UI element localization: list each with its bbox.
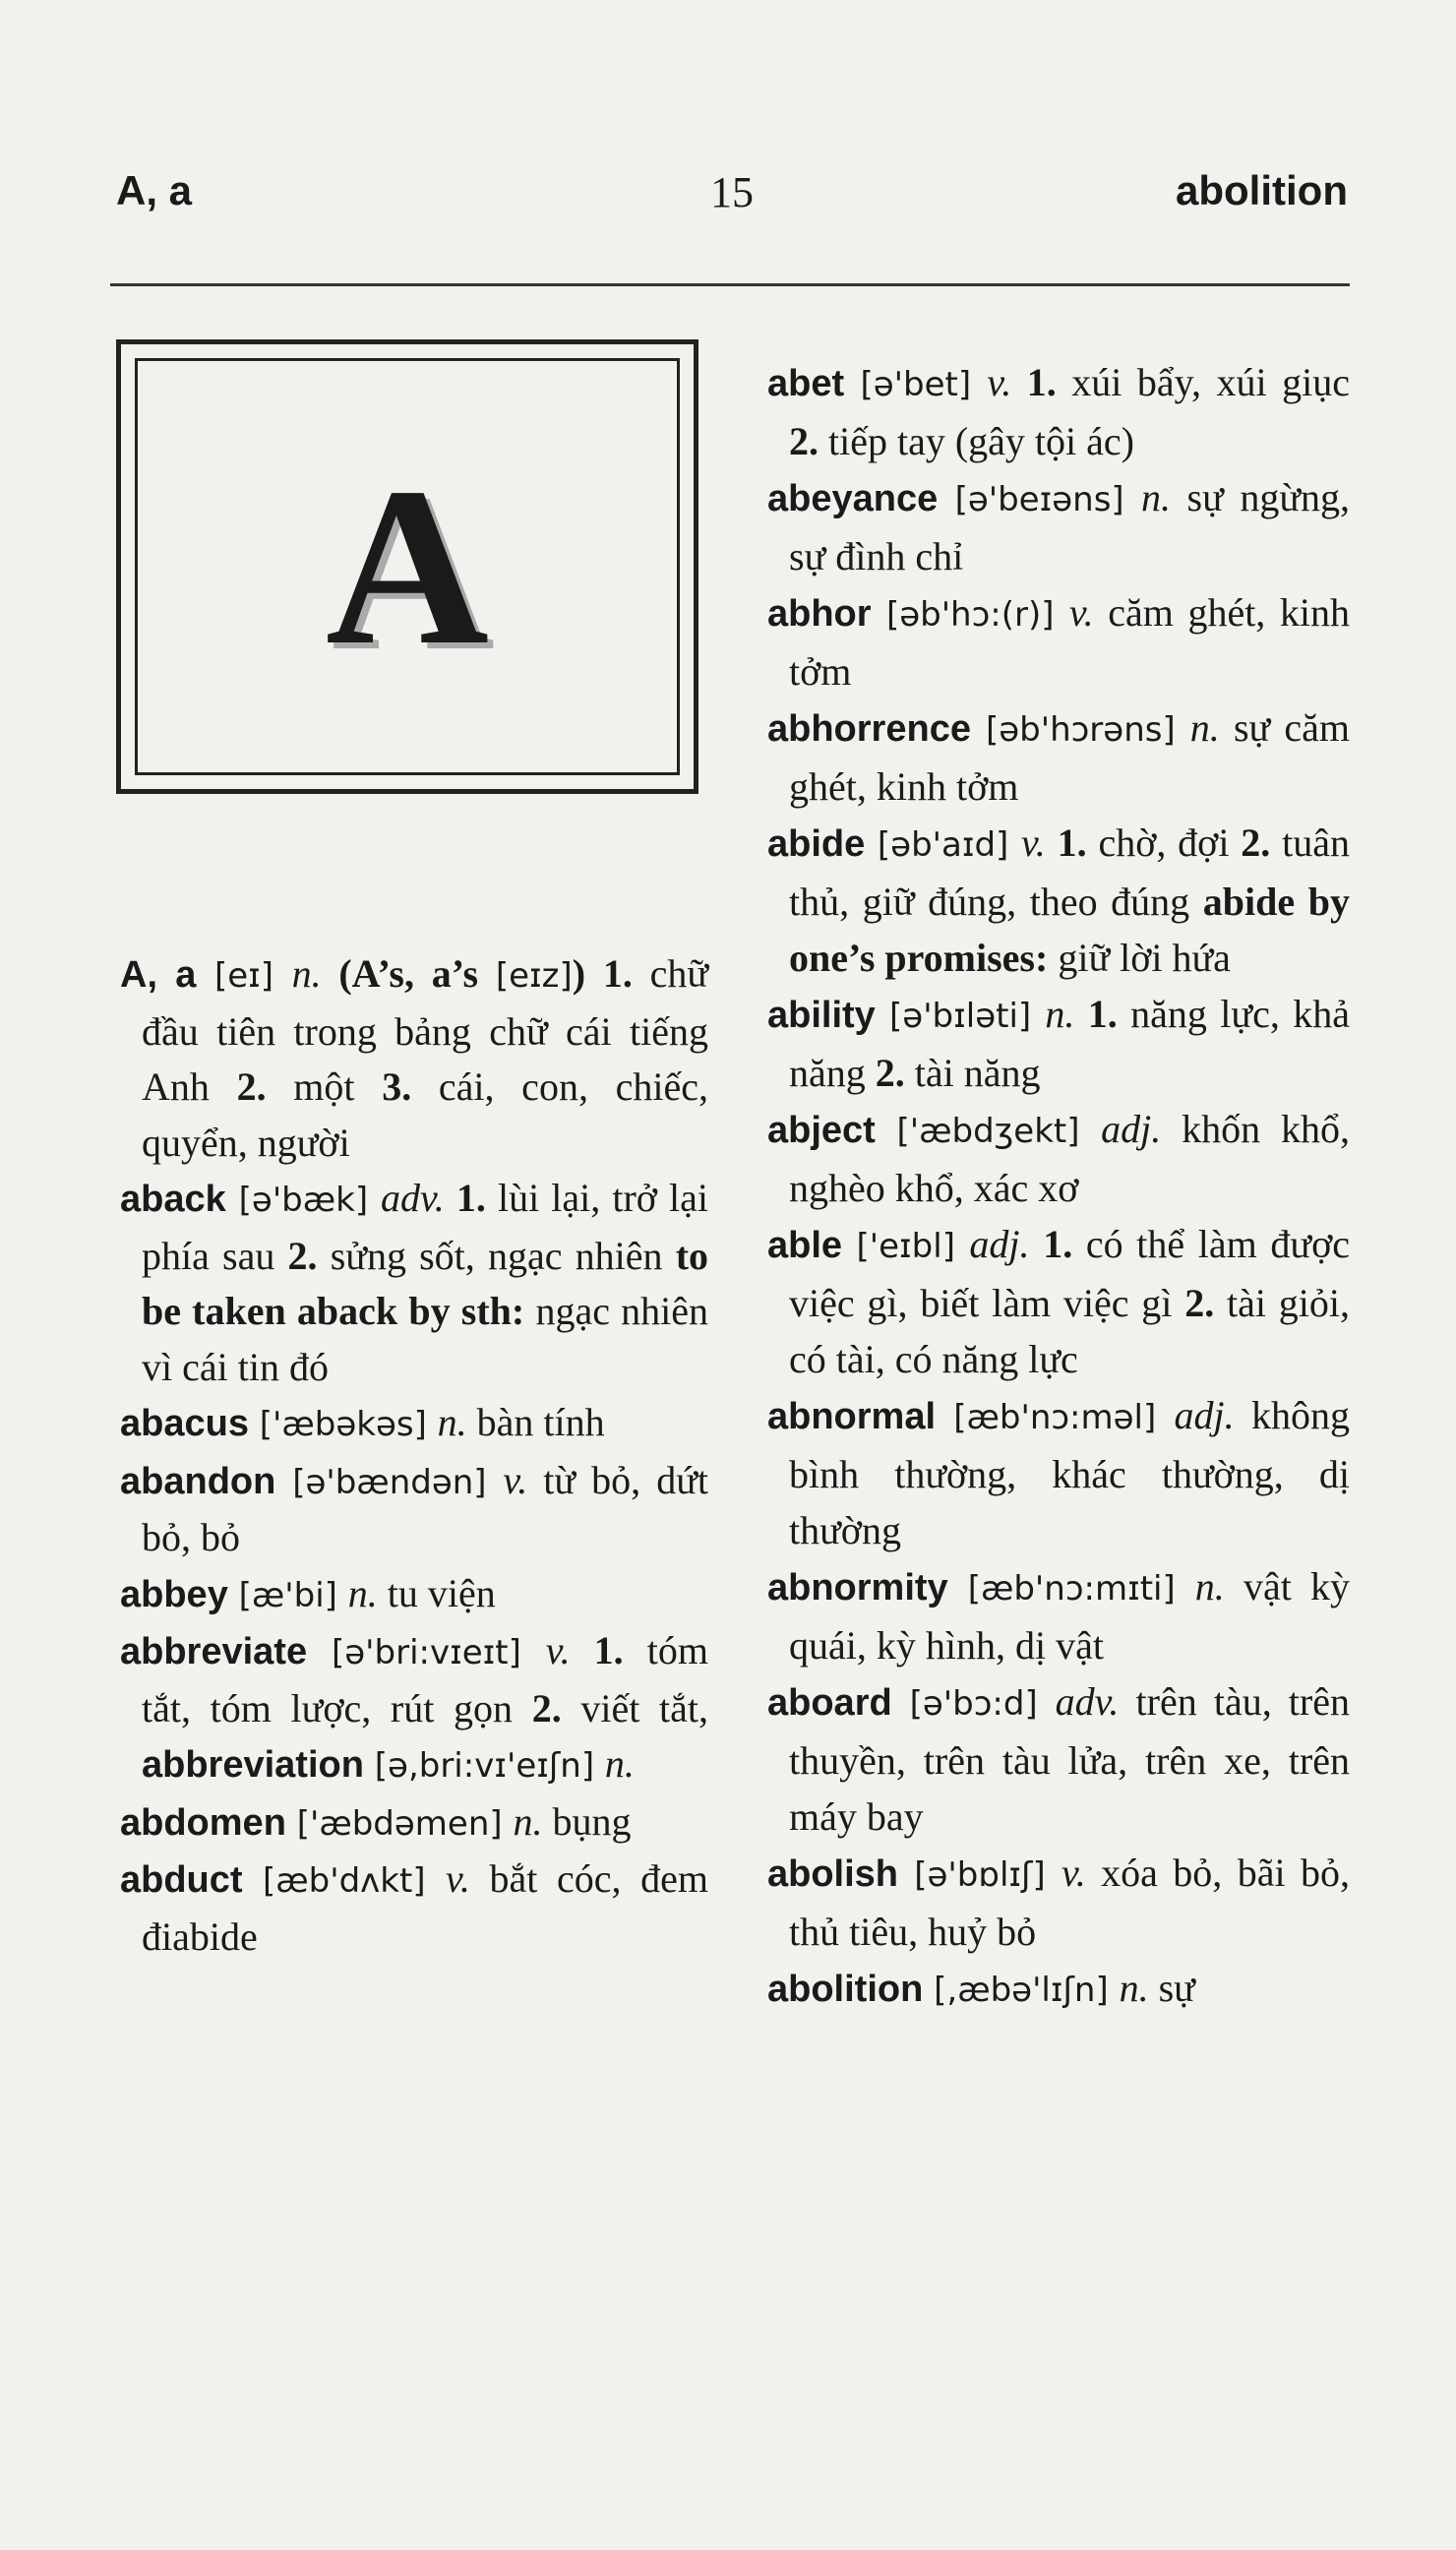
part-of-speech: adj. <box>1101 1107 1183 1151</box>
headword: abject <box>767 1110 876 1151</box>
part-of-speech: v. <box>1020 820 1058 865</box>
pronunciation: ['æbdəmen] <box>285 1803 514 1844</box>
pronunciation: ['eɪbl] <box>842 1227 970 1266</box>
definition: không bình thường, khác thường, dị thường <box>789 1393 1350 1552</box>
definition: giữ lời hứa <box>1058 936 1231 980</box>
dictionary-entry <box>767 469 1350 584</box>
headword: abduct <box>120 1859 243 1901</box>
definition: tài giỏi, có tài, có năng lực <box>789 1281 1350 1381</box>
sense-number: 2. <box>789 419 828 463</box>
headword: abeyance <box>767 478 939 519</box>
dictionary-entry <box>120 1171 708 1395</box>
definition: bụng <box>552 1798 632 1844</box>
pronunciation: ['æbəkəs] <box>248 1405 438 1444</box>
headword: abolish <box>767 1853 899 1895</box>
pronunciation: [æb'dʌkt] <box>242 1861 447 1901</box>
header-rule <box>110 283 1350 286</box>
dictionary-entry <box>120 1395 708 1453</box>
page-number: 15 <box>710 168 754 216</box>
sense-number: 2. <box>236 1064 294 1109</box>
pronunciation: [eɪ] <box>196 956 292 996</box>
dictionary-entry <box>767 1960 1350 2019</box>
pronunciation: [əb'hɔrəns] <box>970 710 1190 750</box>
part-of-speech: n. <box>437 1400 477 1444</box>
definition: sửng sốt, ngạc nhiên <box>330 1233 676 1278</box>
dictionary-entry <box>767 986 1350 1101</box>
definition: bàn tính <box>476 1400 605 1444</box>
pronunciation: [ə'bɪləti] <box>875 997 1046 1036</box>
headword: abide <box>767 823 866 865</box>
pronunciation: [ə'bri:vɪeɪt] <box>307 1633 546 1672</box>
example-phrase: (A’s, a’s <box>338 951 496 996</box>
pronunciation: [ə'bæk] <box>225 1181 381 1220</box>
definition: lùi lại, trở lại phía sau <box>142 1176 708 1278</box>
definition: năng lực, khả năng <box>789 992 1350 1095</box>
sense-number: 1. <box>602 951 650 996</box>
dictionary-entry <box>120 946 708 1171</box>
right-column <box>767 354 1350 2019</box>
headword: abhor <box>767 593 872 635</box>
pronunciation: [ə'bet] <box>844 365 988 404</box>
pronunciation: [əb'aɪd] <box>865 825 1021 865</box>
part-of-speech: adv. <box>1055 1679 1136 1724</box>
sense-number: 1. <box>1026 360 1072 404</box>
dictionary-entry <box>767 699 1350 815</box>
definition: bắt cóc, đem điabide <box>142 1856 708 1959</box>
pronunciation: [ə'bɔ:d] <box>891 1684 1056 1724</box>
definition: tài năng <box>914 1051 1041 1095</box>
headword: abdomen <box>120 1801 286 1844</box>
definition: từ bỏ, dứt bỏ, bỏ <box>142 1457 708 1559</box>
part-of-speech: n. <box>291 951 339 996</box>
pronunciation: [ə,bri:vɪ'eɪʃn] <box>363 1746 605 1786</box>
definition: chữ đầu tiên trong bảng chữ cái tiếng Anh <box>142 951 709 1109</box>
headword: able <box>767 1225 843 1266</box>
part-of-speech: v. <box>987 360 1027 404</box>
part-of-speech: v. <box>503 1457 544 1502</box>
pronunciation: [əb'hɔ:(r)] <box>871 595 1069 635</box>
part-of-speech: adj. <box>1174 1393 1251 1437</box>
headword: A, a <box>120 954 197 996</box>
dictionary-entry <box>120 1794 708 1852</box>
definition: căm ghét, kinh tởm <box>789 590 1350 694</box>
headword: aboard <box>767 1682 892 1724</box>
dictionary-entry <box>120 1852 708 1965</box>
dictionary-entry <box>767 1387 1350 1558</box>
definition: ngạc nhiên vì cái tin đó <box>142 1289 708 1389</box>
headword: abbreviation <box>142 1744 364 1786</box>
part-of-speech: n. <box>604 1741 635 1786</box>
example-phrase: ) <box>572 951 603 996</box>
pronunciation: [æ'bi] <box>227 1575 348 1615</box>
pronunciation: [ə'bɒlɪʃ] <box>898 1855 1062 1895</box>
section-letter: A <box>325 441 490 692</box>
definition: cái, con, chiếc, quyển, người <box>142 1064 708 1165</box>
dictionary-entry <box>767 354 1350 469</box>
sense-number: 1. <box>1043 1222 1086 1266</box>
example-phrase: abide by one’s promises: <box>789 880 1350 980</box>
definition: tuân thủ, giữ đúng, theo đúng <box>789 820 1351 924</box>
dictionary-entry <box>767 1101 1350 1216</box>
section-letter-box <box>116 339 698 794</box>
part-of-speech: n. <box>347 1570 388 1615</box>
definition: sự ngừng, sự đình chỉ <box>789 475 1350 578</box>
pronunciation: [ə'beɪəns] <box>938 480 1142 519</box>
sense-number: 2. <box>287 1233 331 1278</box>
definition: chờ, đợi <box>1098 820 1242 865</box>
definition: trên tàu, trên thuyền, trên tàu lửa, trên xe, trên máy bay <box>789 1679 1350 1839</box>
part-of-speech: n. <box>1194 1564 1244 1609</box>
headword: abolition <box>767 1969 924 2010</box>
headword: abbreviate <box>120 1631 308 1672</box>
part-of-speech: v. <box>1068 590 1109 635</box>
dictionary-entry <box>120 1623 708 1794</box>
pronunciation: [ə'bændən] <box>275 1462 504 1502</box>
pronunciation: ['æbdʒekt] <box>875 1112 1102 1151</box>
running-head-right: abolition <box>1176 167 1348 213</box>
definition: vật kỳ quái, kỳ hình, dị vật <box>789 1564 1350 1668</box>
pronunciation: [æb'nɔ:mɪti] <box>947 1569 1195 1609</box>
running-head-left: A, a <box>116 167 193 213</box>
dictionary-entry <box>767 1845 1350 1960</box>
example-phrase: to be taken aback by sth: <box>142 1233 709 1333</box>
definition: xúi bẩy, xúi giục <box>1071 360 1350 404</box>
definition: tu viện <box>387 1570 496 1615</box>
definition: một <box>293 1064 383 1109</box>
definition: viết tắt, <box>580 1685 709 1730</box>
definition: xóa bỏ, bãi bỏ, thủ tiêu, huỷ bỏ <box>789 1851 1350 1954</box>
left-column <box>120 946 708 1965</box>
sense-number: 1. <box>593 1628 647 1672</box>
sense-number: 1. <box>1087 992 1131 1036</box>
part-of-speech: n. <box>1141 475 1187 519</box>
part-of-speech: adv. <box>381 1176 456 1220</box>
definition: sự <box>1158 1966 1195 2010</box>
headword: abnormity <box>767 1567 948 1609</box>
sense-number: 1. <box>1057 820 1099 865</box>
sense-number: 2. <box>1184 1281 1227 1325</box>
headword: abhorrence <box>767 708 971 750</box>
dictionary-entry <box>767 1673 1350 1845</box>
section-letter-frame <box>135 358 680 775</box>
part-of-speech: n. <box>513 1798 553 1844</box>
dictionary-entry <box>120 1453 708 1566</box>
pronunciation: [æb'nɔ:məl] <box>936 1398 1175 1437</box>
part-of-speech: v. <box>545 1628 594 1672</box>
dictionary-entry <box>767 1216 1350 1387</box>
headword: abacus <box>120 1403 249 1444</box>
definition: tiếp tay (gây tội ác) <box>828 419 1134 463</box>
pronunciation: [,æbə'lɪʃn] <box>923 1971 1120 2010</box>
headword: abnormal <box>767 1396 937 1437</box>
definition: có thể làm được việc gì, biết làm việc gì <box>789 1222 1350 1325</box>
definition: khốn khổ, nghèo khổ, xác xơ <box>789 1107 1350 1210</box>
definition: tóm tắt, tóm lược, rút gọn <box>142 1628 708 1730</box>
dictionary-entry <box>767 1558 1350 1673</box>
headword: abet <box>767 363 845 404</box>
sense-number: 2. <box>1241 820 1283 865</box>
sense-number: 3. <box>382 1064 439 1109</box>
pronunciation: [eɪz] <box>495 956 573 996</box>
part-of-speech: v. <box>1061 1851 1102 1895</box>
part-of-speech: adj. <box>969 1222 1044 1266</box>
part-of-speech: n. <box>1045 992 1088 1036</box>
definition: sự căm ghét, kinh tởm <box>789 705 1350 809</box>
dictionary-entry <box>120 1566 708 1624</box>
part-of-speech: n. <box>1189 705 1234 750</box>
sense-number: 2. <box>875 1051 915 1095</box>
sense-number: 1. <box>455 1176 498 1220</box>
sense-number: 2. <box>531 1685 581 1730</box>
dictionary-entry <box>767 584 1350 699</box>
headword: abandon <box>120 1460 276 1502</box>
headword: aback <box>120 1179 226 1220</box>
part-of-speech: v. <box>446 1856 490 1901</box>
dictionary-entry <box>767 815 1350 986</box>
headword: abbey <box>120 1573 228 1615</box>
headword: ability <box>767 995 876 1036</box>
part-of-speech: n. <box>1119 1966 1159 2010</box>
